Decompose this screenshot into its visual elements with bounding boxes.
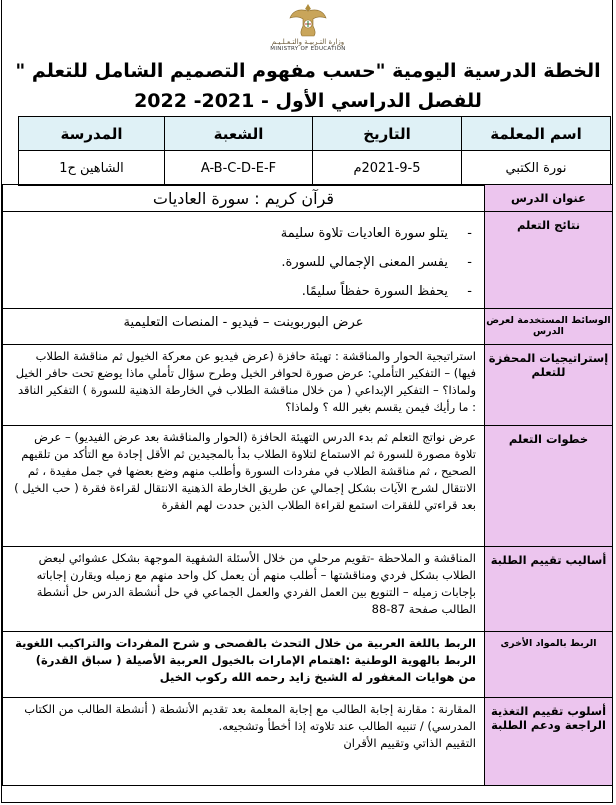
strategies-text: استراتيجية الحوار والمناقشة : تهيئة حافزة (عرض فيديو عن معركة الخيول ثم مناقشة الطلاب فيها) – التفكير التأملي: عرض صورة لحوافر الخيل وطرح سؤال تأملي ماذا يوضع تحت حافر الخيل ولماذا؟ – التفكير الإبداعي ( من خلال مناقشة الطلاب في الخارطة الذهنية للسورة ) التفكير الناقد : ما رأيك فيمن يقسم بغير الله ؟ ولماذا؟ xyxy=(3,345,485,426)
info-value-row xyxy=(19,151,611,186)
lesson-title-value: قرآن كريم : سورة العاديات xyxy=(152,189,335,208)
assessment-text: المناقشة و الملاحظة -تقويم مرحلي من خلال الأسئلة الشفهية الموجهة بشكل عشوائي لبعض الطلاب بشكل فردي ومناقشتها – أطلب منهم أن يعمل كل واحد منهم مع زميله ويقارن إجاباته بإجابات زميله – التنويع بين العمل الفردي والعمل الجماعي في حل أنشطة الدرس حل أنشطة الطالب صفحة 87-88 xyxy=(3,547,485,632)
ministry-name-english: MINISTRY OF EDUCATION xyxy=(270,46,346,52)
link-line: الربط بالهوية الوطنية :اهتمام الإمارات بالخيول العربية الأصيلة ( سباق القدرة) xyxy=(35,653,476,667)
value-section: A-B-C-D-E-F xyxy=(165,151,313,186)
row-lesson-title xyxy=(3,185,613,212)
header-section: الشعبة xyxy=(165,117,313,151)
outcome-item: - يحفظ السورة حفظاً سليمًا. xyxy=(11,277,448,306)
header-school: المدرسة xyxy=(19,117,165,151)
label-assessment: أساليب تقييم الطلبة xyxy=(485,547,613,632)
label-strategies: إستراتيجيات المحفزة للتعلم xyxy=(485,345,613,426)
info-table xyxy=(18,116,611,186)
eagle-emblem-icon xyxy=(288,2,328,38)
row-assessment xyxy=(3,547,613,632)
label-outcomes: نتائج التعلم xyxy=(485,212,613,309)
outcomes-list xyxy=(11,219,476,306)
ministry-logo xyxy=(258,2,358,60)
means-value: عرض البوربوينت – فيديو - المنصات التعليمية xyxy=(123,315,364,330)
label-means: الوسائط المستخدمة لعرض الدرس xyxy=(485,309,613,345)
label-lesson-title: عنوان الدرس xyxy=(485,185,613,212)
row-strategies xyxy=(3,345,613,426)
header-teacher: اسم المعلمة xyxy=(462,117,611,151)
page-subtitle: للفصل الدراسي الأول - 2021- 2022 xyxy=(134,90,482,112)
value-date: 2021-9-5م xyxy=(313,151,462,186)
steps-text: عرض نواتج التعلم ثم بدء الدرس التهيئة الحافزة (الحوار والمناقشة بعد عرض الفيديو) – عرض تلاوة مصورة للسورة ثم الاستماع لتلاوة الطلاب بدأ بالمجيدين ثم الأقل إجادة مع التأكد من تلقيهم الصحيح ، ثم مناقشة الطلاب في مفردات السورة وأطلب منهم وضع بعضها في جمل مفيدة ، ثم الانتقال لشرح الآيات بشكل إجمالي عن طريق الخارطة الذهنية الانتقال لقراءة فقرة ( حب الخيل ) بعد قراءتي للفقرات استمع لقراءة الطلاب الذين حددت لهم الفقرة xyxy=(3,426,485,547)
feedback-line: التقييم الذاتي وتقييم الأقران xyxy=(343,736,476,750)
header-date: التاريخ xyxy=(313,117,462,151)
link-line: الربط باللغة العربية من خلال التحدث بالفصحى و شرح المفردات والتراكيب اللغوية xyxy=(15,636,476,650)
link-line: من هوايات المغفور له الشيخ زايد رحمه الله ركوب الخيل xyxy=(159,670,476,684)
feedback-line: المقارنة : مقارنة إجابة الطالب مع إجابة المعلمة بعد تقديم الأنشطة ( أنشطة الطالب من الكتاب المدرسي) / تنبيه الطالب عند تلاوته إذا أخطأ وتشجيعه. xyxy=(24,702,476,733)
label-steps: خطوات التعلم xyxy=(485,426,613,547)
page-title: الخطة الدرسية اليومية "حسب مفهوم التصميم الشامل للتعلم " xyxy=(15,60,601,82)
row-outcomes xyxy=(3,212,613,309)
label-links: الربط بالمواد الأخرى xyxy=(485,632,613,698)
row-steps xyxy=(3,426,613,547)
info-header-row xyxy=(19,117,611,151)
outcome-item: - يفسر المعنى الإجمالي للسورة. xyxy=(11,248,448,277)
label-feedback: أسلوب تقييم التغذية الراجعة ودعم الطلبة xyxy=(485,698,613,786)
row-feedback xyxy=(3,698,613,786)
lesson-plan-table xyxy=(2,184,613,786)
ministry-name-arabic: وزارة التـربيـة والتـعـلـيـم xyxy=(271,38,345,46)
outcome-item: - يتلو سورة العاديات تلاوة سليمة xyxy=(11,219,448,248)
row-links xyxy=(3,632,613,698)
row-means xyxy=(3,309,613,345)
value-teacher: نورة الكتبي xyxy=(462,151,611,186)
value-school: الشاهين ح1 xyxy=(19,151,165,186)
